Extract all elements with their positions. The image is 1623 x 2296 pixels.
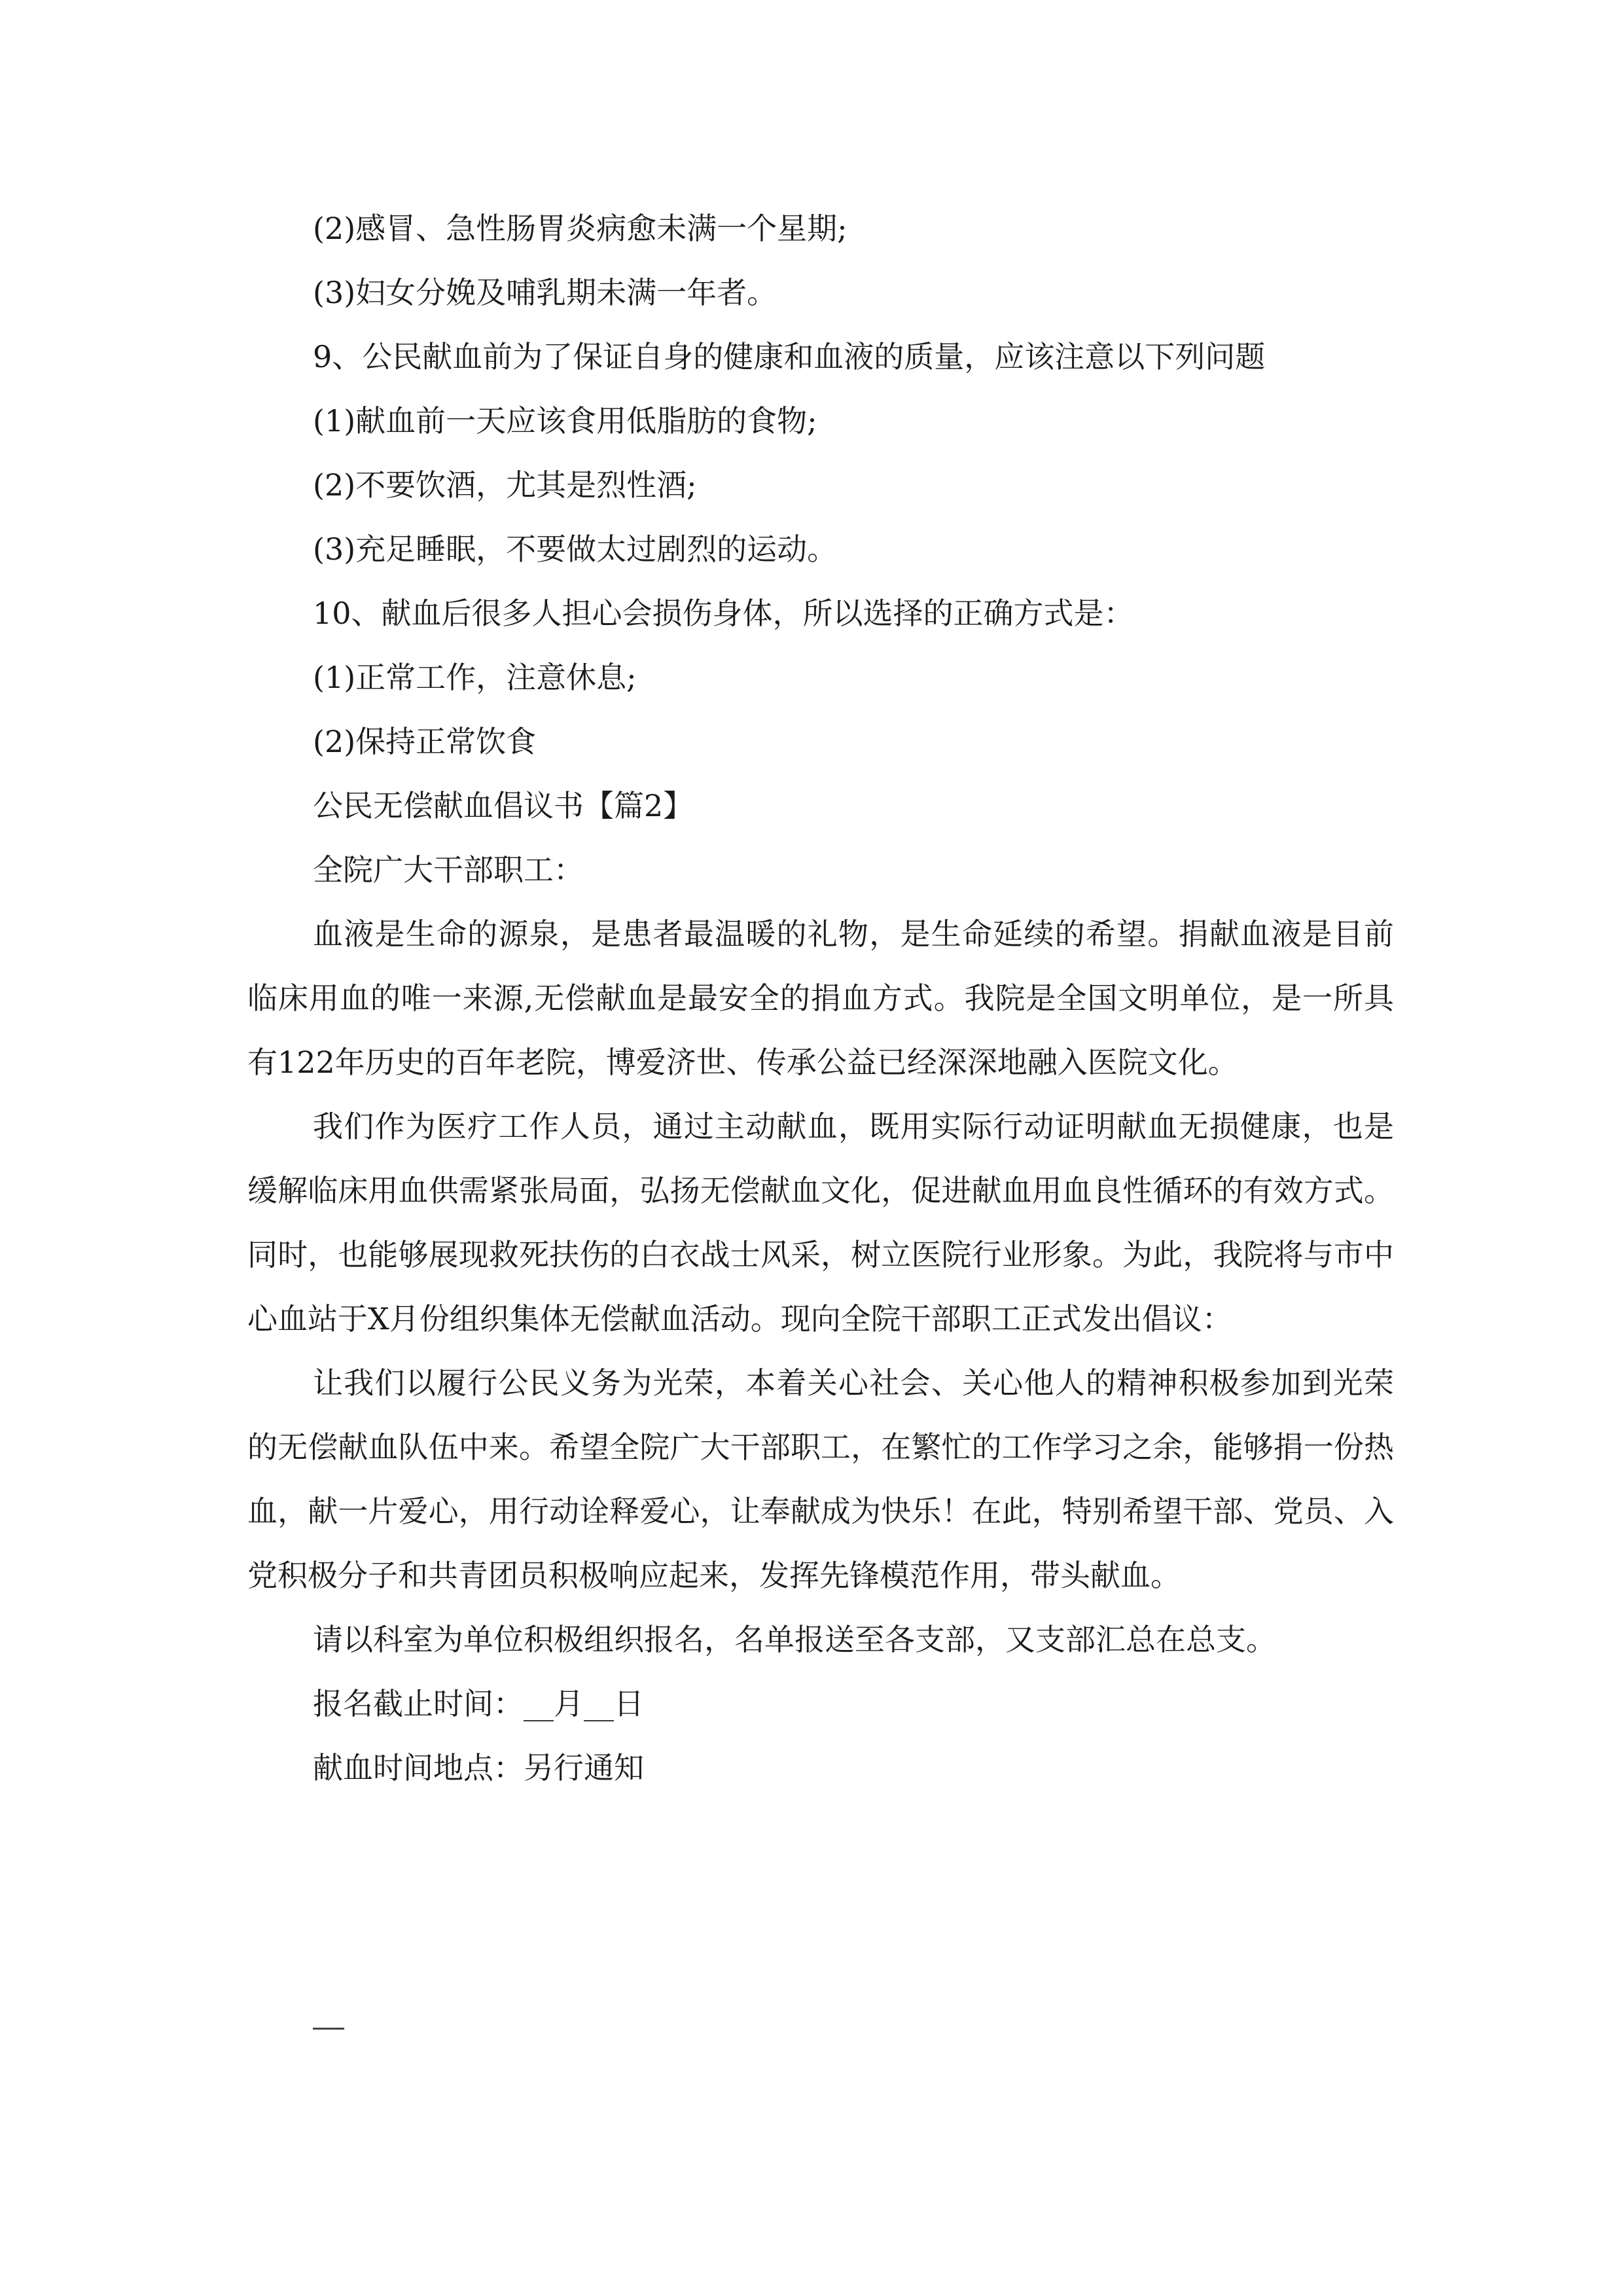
text-line: (1)献血前一天应该食用低脂肪的食物;: [313, 403, 817, 439]
text-line: (2)不要饮酒，尤其是烈性酒;: [313, 467, 697, 503]
text-line: (2)感冒、急性肠胃炎病愈未满一个星期;: [313, 211, 847, 246]
text-line: 9、公民献血前为了保证自身的健康和血液的质量，应该注意以下列问题: [313, 339, 1266, 374]
salutation: 全院广大干部职工：: [313, 852, 584, 888]
deadline-line: 报名截止时间：__月__日: [313, 1686, 644, 1721]
time-place-line: 献血时间地点：另行通知: [313, 1750, 644, 1785]
text-line: (2)保持正常饮食: [313, 724, 537, 759]
text-line: (3)妇女分娩及哺乳期未满一年者。: [313, 275, 777, 310]
paragraph: 我们作为医疗工作人员，通过主动献血，既用实际行动证明献血无损健康，也是缓解临床用血供需紧张局面，弘扬无偿献血文化，促进献血用血良性循环的有效方式。同时，也能够展现救死扶伤的白衣战士风采，树立医院行业形象。为此，我院将与市中心血站于X月份组织集体无偿献血活动。现向全院干部职工正式发出倡议：: [247, 1109, 1394, 1336]
document-body: [247, 196, 1394, 1800]
footer-dash: [313, 2028, 344, 2030]
paragraph: 血液是生命的源泉，是患者最温暖的礼物，是生命延续的希望。捐献血液是目前临床用血的唯一来源,无偿献血是最安全的捐血方式。我院是全国文明单位，是一所具有122年历史的百年老院，博爱济世、传承公益已经深深地融入医院文化。: [247, 916, 1394, 1080]
paragraph: 让我们以履行公民义务为光荣，本着关心社会、关心他人的精神积极参加到光荣的无偿献血队伍中来。希望全院广大干部职工，在繁忙的工作学习之余，能够捐一份热血，献一片爱心，用行动诠释爱心，让奉献成为快乐！在此，特别希望干部、党员、入党积极分子和共青团员积极响应起来，发挥先锋模范作用，带头献血。: [247, 1365, 1394, 1593]
text-line: 10、献血后很多人担心会损伤身体，所以选择的正确方式是：: [313, 596, 1134, 631]
section-title: 公民无偿献血倡议书【篇2】: [313, 788, 694, 823]
text-line: (3)充足睡眠，不要做太过剧烈的运动。: [313, 531, 838, 567]
text-line: (1)正常工作，注意休息;: [313, 660, 637, 695]
text-line: 请以科室为单位积极组织报名，名单报送至各支部，又支部汇总在总支。: [313, 1622, 1276, 1657]
